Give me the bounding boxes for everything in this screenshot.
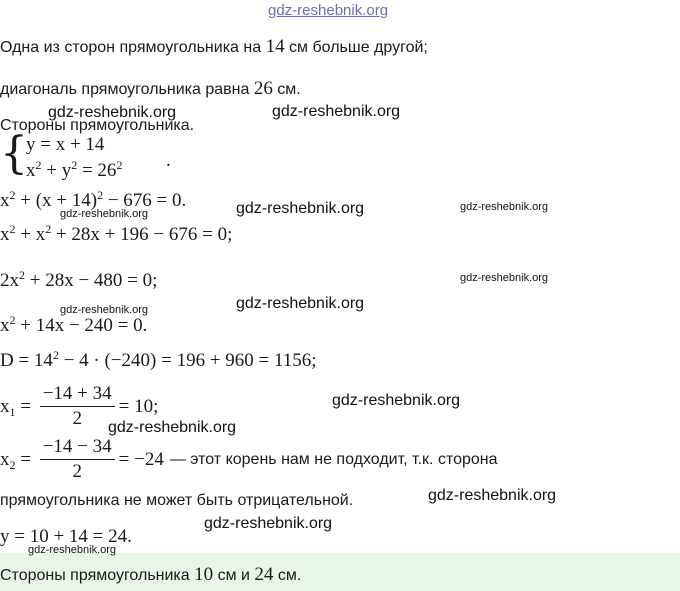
math-term: = [15,395,36,417]
math-term: + x [15,224,46,245]
system-dot: . [166,150,171,171]
exponent: 2 [9,222,16,236]
watermark: gdz-reshebnik.org [236,295,365,312]
y-equation: y = 10 + 14 = 24. [0,526,132,547]
answer-text: см и [217,567,250,584]
root-comment: — этот корень нам не подходит, т.к. сторона [169,450,498,468]
math-term: x [0,190,10,211]
watermark: gdz-reshebnik.org [460,201,549,213]
answer-text: Стороны прямоугольника [0,567,190,584]
exponent: 2 [45,222,52,236]
math-term: = 10; [118,395,159,417]
math-term: $x_1$ [0,395,16,419]
system-brace: { [0,128,28,179]
problem-line-1 [0,36,428,58]
watermark: gdz-reshebnik.org [332,392,461,409]
answer-text: см. [277,567,302,584]
subscript: 1 [9,404,16,419]
math-term: D = 14 [0,350,53,371]
exponent: 2 [71,158,78,172]
subscript: 2 [9,457,16,472]
site-watermark-link[interactable]: gdz-reshebnik.org [268,2,389,19]
math-term: + 28x − 480 = 0; [25,270,158,291]
problem-text: диагональ прямоугольника равна [0,81,250,98]
root-comment-continued: прямоугольника не может быть отрицательной. [0,492,354,509]
math-term: = [15,448,36,470]
answer-number: 10 [194,564,214,585]
fraction-denominator: 2 [72,408,82,429]
problem-number: 14 [265,36,285,57]
watermark: gdz-reshebnik.org [272,103,401,120]
exponent: 2 [19,268,25,282]
watermark: gdz-reshebnik.org [48,104,177,121]
fraction-numerator: −14 + 34 [40,384,115,407]
problem-line-2 [0,78,301,100]
math-term: + (x + 14) [15,190,98,211]
watermark: gdz-reshebnik.org [460,272,549,284]
math-term: x [0,224,10,245]
math-term: = −24 [118,448,164,470]
exponent: 2 [116,158,123,172]
root-x2-equation [0,437,498,482]
math-term: x [0,315,10,336]
fraction-denominator: 2 [72,461,82,482]
exponent: 2 [9,313,16,327]
math-term: = 26 [77,160,117,181]
equation-3 [0,270,157,292]
math-term: $x_2$ [0,448,16,472]
system-equation-2 [26,160,122,182]
watermark: gdz-reshebnik.org [428,487,557,504]
problem-text: см больше другой; [289,39,428,56]
math-term: x [26,160,36,181]
problem-text: см. [277,81,301,98]
answer-line [0,564,301,586]
math-term: 2x [0,270,19,291]
exponent: 2 [9,188,16,202]
watermark: gdz-reshebnik.org [28,544,117,556]
exponent: 2 [52,348,59,362]
math-term: + 14x − 240 = 0. [15,315,148,336]
discriminant-equation [0,350,317,372]
watermark: gdz-reshebnik.org [108,419,237,436]
math-term: − 4 · (−240) = 196 + 960 = 1156; [58,350,317,371]
watermark: gdz-reshebnik.org [204,515,333,532]
fraction-x2 [40,437,115,482]
sides-heading: Стороны прямоугольника. [0,117,195,134]
problem-number: 26 [253,78,273,99]
fraction-numerator: −14 − 34 [40,437,115,460]
answer-number: 24 [254,564,274,585]
math-term: + 28x + 196 − 676 = 0; [51,224,233,245]
watermark: gdz-reshebnik.org [236,200,365,217]
exponent: 2 [97,188,104,202]
math-term: + y [41,160,72,181]
watermark: gdz-reshebnik.org [60,208,149,220]
problem-text: Одна из сторон прямоугольника на [0,39,262,56]
equation-2 [0,224,232,246]
math-term: − 676 = 0. [103,190,187,211]
system-equation-1: y = x + 14 [26,134,105,155]
equation-4 [0,315,147,337]
exponent: 2 [35,158,42,172]
watermark: gdz-reshebnik.org [60,304,149,316]
fraction-x1 [40,384,115,429]
